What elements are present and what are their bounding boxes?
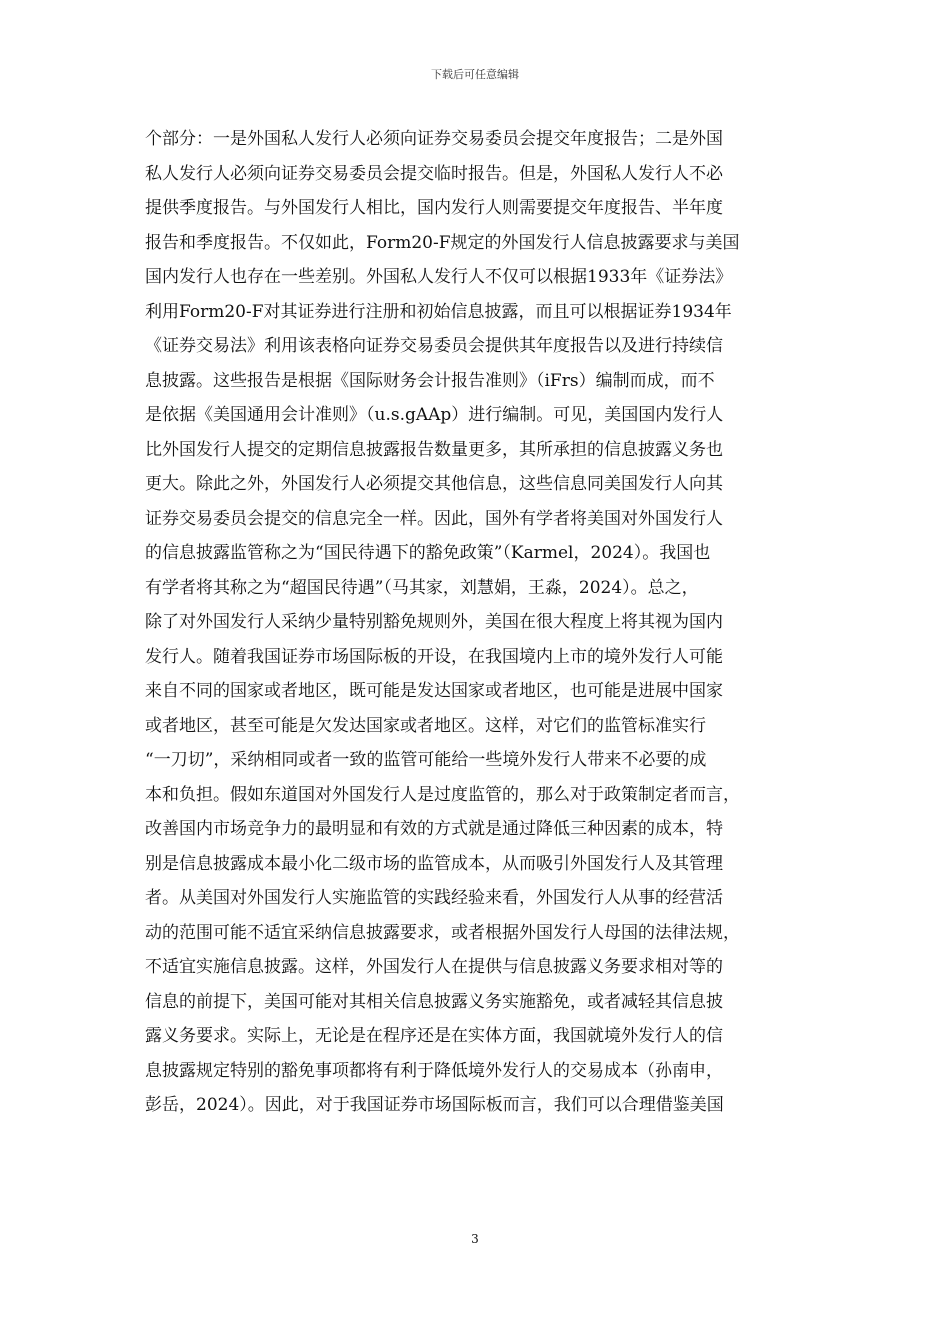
text-line: 提供季度报告。与外国发行人相比，国内发行人则需要提交年度报告、半年度	[145, 198, 723, 218]
text-line: 动的范围可能不适宜采纳信息披露要求，或者根据外国发行人母国的法律法规，	[145, 922, 740, 943]
text-line: 私人发行人必须向证券交易委员会提交临时报告。但是，外国私人发行人不必	[145, 163, 723, 184]
text-line: 息披露。这些报告是根据《国际财务会计报告准则》（iFrs）编制而成，而不	[145, 370, 715, 391]
text-line: 除了对外国发行人采纳少量特别豁免规则外，美国在很大程度上将其视为国内	[145, 612, 723, 632]
text-line: 或者地区，甚至可能是欠发达国家或者地区。这样，对它们的监管标准实行	[145, 715, 706, 736]
text-line: 《证券交易法》利用该表格向证券交易委员会提供其年度报告以及进行持续信	[145, 336, 723, 356]
page-header: 下载后可任意编辑	[431, 68, 519, 81]
text-line: 报告和季度报告。不仅如此，Form20-F规定的外国发行人信息披露要求与美国	[145, 232, 740, 253]
text-line: 者。从美国对外国发行人实施监管的实践经验来看，外国发行人从事的经营活	[145, 888, 723, 908]
text-line: 有学者将其称之为“超国民待遇”（马其家，刘慧娟，王淼，2024）。总之，	[145, 577, 699, 598]
text-line: 改善国内市场竞争力的最明显和有效的方式就是通过降低三种因素的成本，特	[145, 819, 723, 839]
text-line: 来自不同的国家或者地区，既可能是发达国家或者地区，也可能是进展中国家	[145, 681, 723, 701]
text-line: 利用Form20-F对其证券进行注册和初始信息披露，而且可以根据证券1934年	[145, 301, 732, 322]
text-line: 信息的前提下，美国可能对其相关信息披露义务实施豁免，或者减轻其信息披	[145, 991, 723, 1012]
text-line: 息披露规定特别的豁免事项都将有利于降低境外发行人的交易成本（孙南申，	[145, 1060, 723, 1081]
text-line: 彭岳，2024）。因此，对于我国证券市场国际板而言，我们可以合理借鉴美国	[145, 1095, 724, 1115]
text-line: 国内发行人也存在一些差别。外国私人发行人不仅可以根据1933年《证券法》	[145, 267, 733, 287]
text-line: 个部分：一是外国私人发行人必须向证券交易委员会提交年度报告；二是外国	[145, 129, 723, 149]
text-line: 是依据《美国通用会计准则》（u.s.gAAp）进行编制。可见，美国国内发行人	[145, 405, 724, 425]
text-line: 本和负担。假如东道国对外国发行人是过度监管的，那么对于政策制定者而言，	[145, 784, 740, 805]
text-line: 比外国发行人提交的定期信息披露报告数量更多，其所承担的信息披露义务也	[145, 439, 723, 460]
text-line: 更大。除此之外，外国发行人必须提交其他信息，这些信息同美国发行人向其	[145, 474, 723, 494]
text-line: 不适宜实施信息披露。这样，外国发行人在提供与信息披露义务要求相对等的	[145, 957, 723, 977]
text-line: 发行人。随着我国证券市场国际板的开设，在我国境内上市的境外发行人可能	[145, 646, 723, 667]
text-line: 别是信息披露成本最小化二级市场的监管成本，从而吸引外国发行人及其管理	[145, 853, 723, 874]
body-text	[145, 122, 805, 1123]
text-line: 露义务要求。实际上，无论是在程序还是在实体方面，我国就境外发行人的信	[145, 1026, 723, 1046]
page-number: 3	[471, 1232, 479, 1246]
text-line: 证券交易委员会提交的信息完全一样。因此，国外有学者将美国对外国发行人	[145, 508, 723, 529]
text-line: “一刀切”，采纳相同或者一致的监管可能给一些境外发行人带来不必要的成	[145, 750, 707, 770]
text-line: 的信息披露监管称之为“国民待遇下的豁免政策”（Karmel，2024）。我国也	[145, 543, 711, 563]
